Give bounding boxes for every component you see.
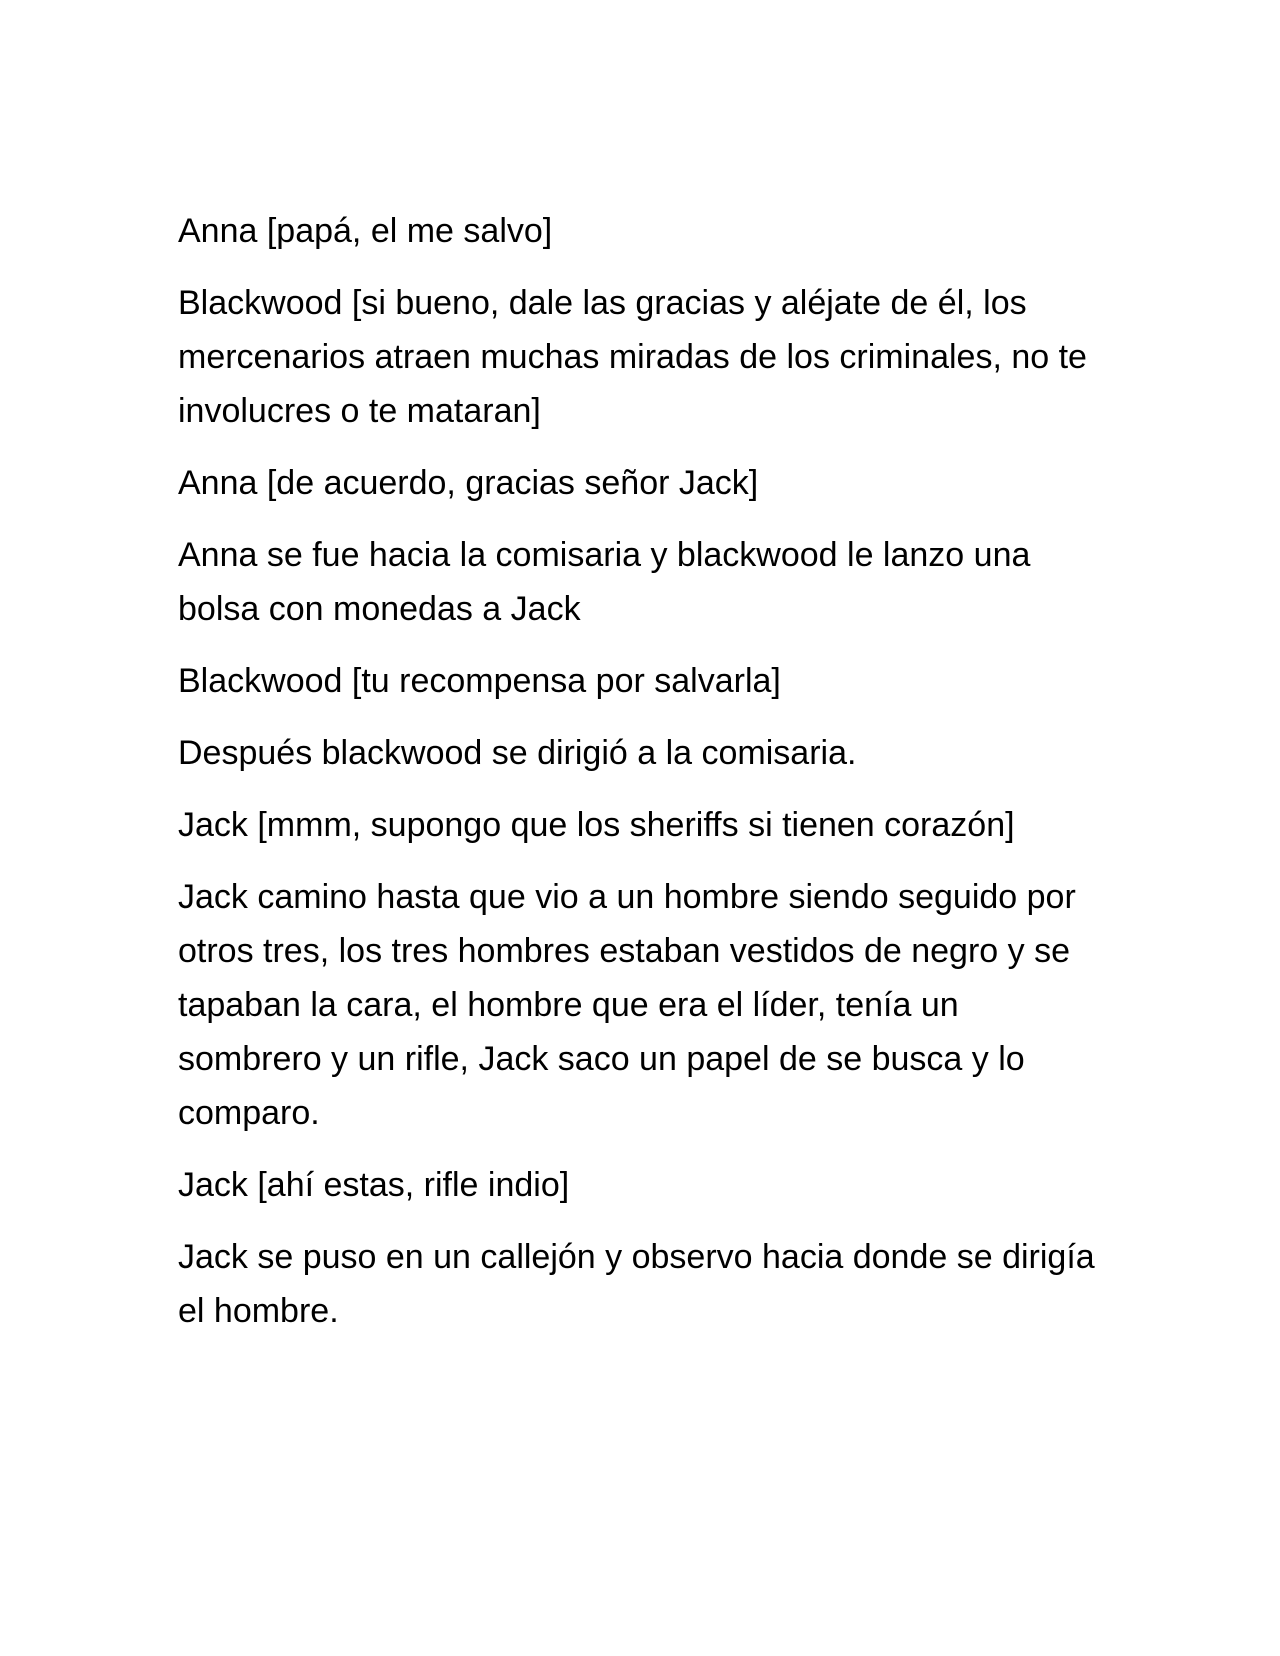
paragraph: Anna [de acuerdo, gracias señor Jack] (178, 464, 759, 502)
paragraph: Jack se puso en un callejón y observo hacia donde se dirigía el hombre. (178, 1238, 1095, 1330)
paragraph: Jack camino hasta que vio a un hombre siendo seguido por otros tres, los tres hombres estaban vestidos de negro y se tapaban la cara, el hombre que era el líder, tenía un sombrero y un rifle, Jack saco un papel de se busca y lo comparo. (178, 878, 1076, 1132)
document-body (178, 204, 1108, 1356)
paragraph: Anna se fue hacia la comisaria y blackwood le lanzo una bolsa con monedas a Jack (178, 536, 1031, 628)
paragraph: Después blackwood se dirigió a la comisaria. (178, 734, 857, 772)
paragraph: Jack [mmm, supongo que los sheriffs si tienen corazón] (178, 806, 1015, 844)
paragraph: Anna [papá, el me salvo] (178, 212, 553, 250)
paragraph: Jack [ahí estas, rifle indio] (178, 1166, 570, 1204)
paragraph: Blackwood [tu recompensa por salvarla] (178, 662, 781, 700)
paragraph: Blackwood [si bueno, dale las gracias y aléjate de él, los mercenarios atraen muchas miradas de los criminales, no te involucres o te mataran] (178, 284, 1087, 430)
